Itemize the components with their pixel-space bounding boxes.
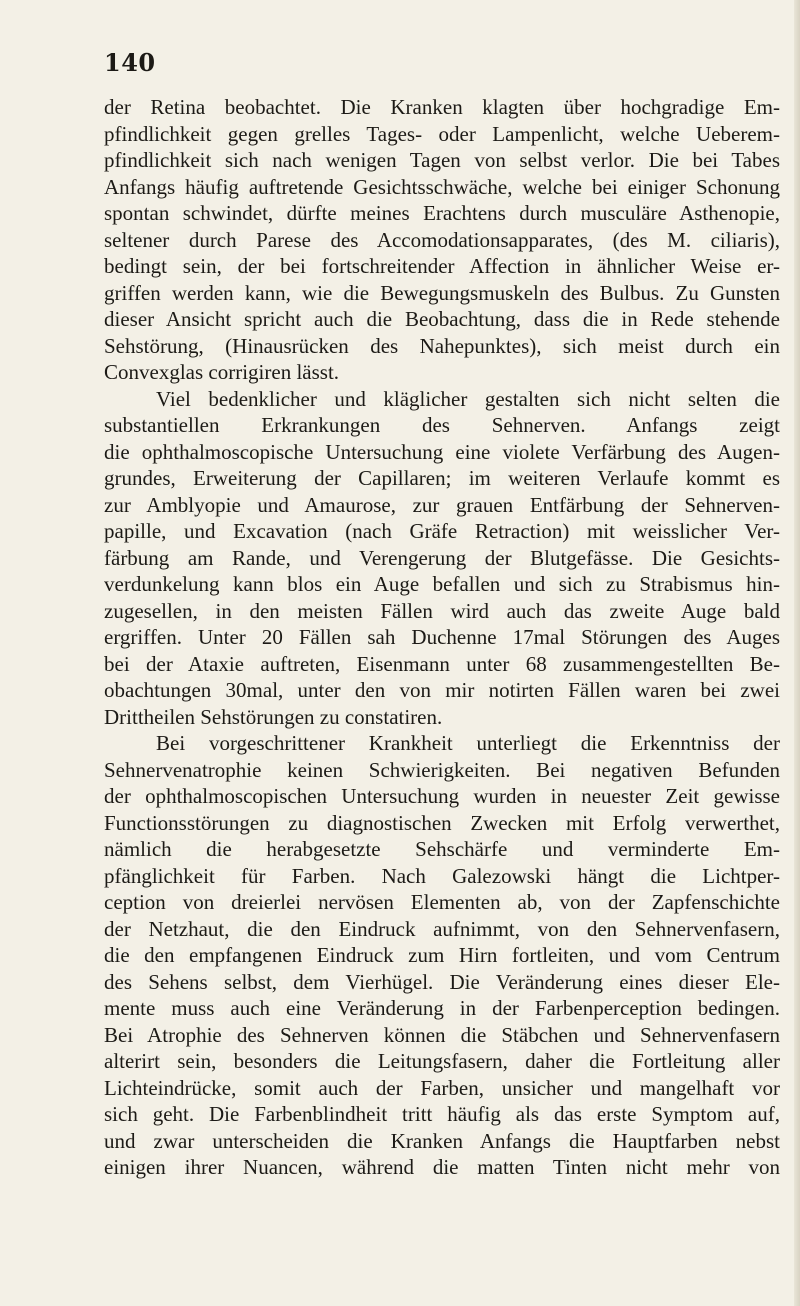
- text-line: einigen ihrer Nuancen, während die matten Tinten nicht mehr von: [104, 1155, 780, 1179]
- text-line: die ophthalmoscopische Untersuchung eine violete Verfärbung des Augen-: [104, 439, 780, 464]
- text-line: substantiellen Erkrankungen des Sehnerven. Anfangs zeigt: [104, 413, 780, 437]
- text-line: nämlich die herabgesetzte Sehschärfe und verminderte Em-: [104, 837, 780, 861]
- paragraph-end-line: Convexglas corrigiren lässt.: [104, 360, 340, 384]
- text-line: dieser Ansicht spricht auch die Beobachtung, dass die in Rede stehende: [104, 307, 780, 331]
- text-line: die den empfangenen Eindruck zum Hirn fortleiten, und vom Centrum: [104, 943, 780, 967]
- text-line: Anfangs häufig auftretende Gesichtsschwäche, welche bei einiger Schonung: [104, 174, 780, 199]
- text-line: papille, und Excavation (nach Gräfe Retraction) mit weisslicher Ver-: [104, 519, 780, 543]
- paragraph-start-line: Bei vorgeschrittener Krankheit unterliegt die Erkenntniss der: [156, 731, 780, 755]
- text-line: der ophthalmoscopischen Untersuchung wurden in neuester Zeit gewisse: [104, 784, 780, 808]
- text-line: grundes, Erweiterung der Capillaren; im weiteren Verlaufe kommt es: [104, 466, 780, 490]
- text-line: pfindlichkeit gegen grelles Tages- oder Lampenlicht, welche Ueberem-: [104, 121, 780, 146]
- text-line: alterirt sein, besonders die Leitungsfasern, daher die Fortleitung aller: [104, 1049, 780, 1073]
- paragraph-start-line: Viel bedenklicher und kläglicher gestalten sich nicht selten die: [156, 386, 780, 411]
- text-line: bei der Ataxie auftreten, Eisenmann unter 68 zusammengestellten Be-: [104, 651, 780, 676]
- text-line: zugesellen, in den meisten Fällen wird auch das zweite Auge bald: [104, 598, 780, 623]
- text-line: obachtungen 30mal, unter den von mir notirten Fällen waren bei zwei: [104, 678, 780, 702]
- text-line: Sehnervenatrophie keinen Schwierigkeiten. Bei negativen Befunden: [104, 757, 780, 782]
- text-line: Sehstörung, (Hinausrücken des Nahepunktes), sich meist durch ein: [104, 333, 780, 358]
- text-line: mente muss auch eine Veränderung in der Farbenperception bedingen.: [104, 996, 780, 1020]
- text-line: bedingt sein, der bei fortschreitender Affection in ähnlicher Weise er-: [104, 254, 780, 278]
- page-edge: [794, 0, 800, 1306]
- text-line: ergriffen. Unter 20 Fällen sah Duchenne 17mal Störungen des Auges: [104, 625, 780, 649]
- text-line: ception von dreierlei nervösen Elementen ab, von der Zapfenschichte: [104, 890, 780, 914]
- text-line: verdunkelung kann blos ein Auge befallen und sich zu Strabismus hin-: [104, 572, 780, 596]
- text-line: und zwar unterscheiden die Kranken Anfangs die Hauptfarben nebst: [104, 1128, 780, 1153]
- text-line: Functionsstörungen zu diagnostischen Zwecken mit Erfolg verwerthet,: [104, 810, 780, 835]
- text-line: spontan schwindet, dürfte meines Erachtens durch musculäre Asthenopie,: [104, 201, 780, 225]
- text-line: Lichteindrücke, somit auch der Farben, unsicher und mangelhaft vor: [104, 1075, 780, 1100]
- text-line: Bei Atrophie des Sehnerven können die Stäbchen und Sehnervenfasern: [104, 1022, 780, 1047]
- text-line: pfänglichkeit für Farben. Nach Galezowski hängt die Lichtper-: [104, 863, 780, 888]
- text-line: sich geht. Die Farbenblindheit tritt häufig als das erste Symptom auf,: [104, 1102, 780, 1126]
- text-line: des Sehens selbst, dem Vierhügel. Die Veränderung eines dieser Ele-: [104, 969, 780, 994]
- paragraph-end-line: Drittheilen Sehstörungen zu constatiren.: [104, 704, 443, 729]
- body-text: [104, 94, 780, 1181]
- text-line: färbung am Rande, und Verengerung der Blutgefässe. Die Gesichts-: [104, 545, 780, 570]
- text-line: griffen werden kann, wie die Bewegungsmuskeln des Bulbus. Zu Gunsten: [104, 280, 780, 305]
- text-line: seltener durch Parese des Accomodationsapparates, (des M. ciliaris),: [104, 227, 780, 252]
- text-line: der Retina beobachtet. Die Kranken klagten über hochgradige Em-: [104, 95, 780, 119]
- text-line: der Netzhaut, die den Eindruck aufnimmt, von den Sehnervenfasern,: [104, 916, 780, 941]
- page-number: 140: [104, 48, 156, 77]
- text-line: pfindlichkeit sich nach wenigen Tagen von selbst verlor. Die bei Tabes: [104, 148, 780, 172]
- text-line: zur Amblyopie und Amaurose, zur grauen Entfärbung der Sehnerven-: [104, 492, 780, 517]
